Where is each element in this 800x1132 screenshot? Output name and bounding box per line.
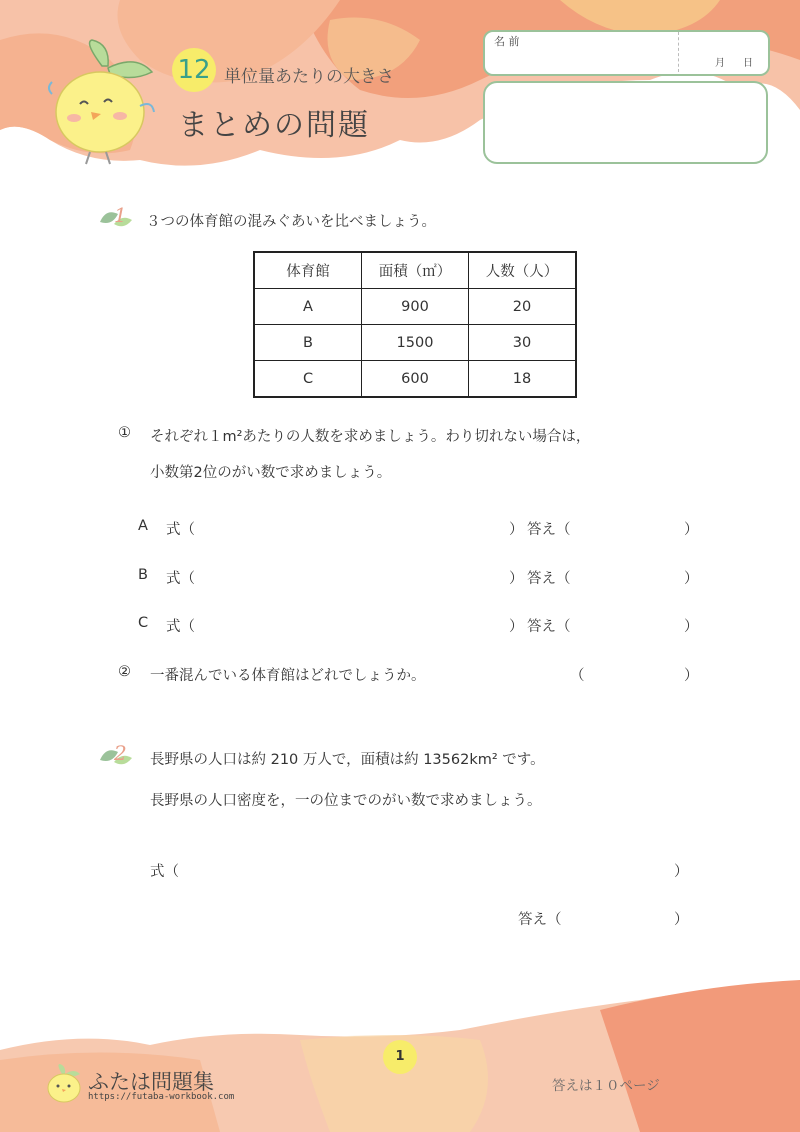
q2-answer-field[interactable]: 答え（ bbox=[518, 912, 562, 928]
table-cell: 600 bbox=[362, 361, 469, 398]
answer-close: ） bbox=[684, 619, 699, 635]
answer-field[interactable]: 答え（ bbox=[527, 522, 571, 538]
name-date-divider bbox=[678, 32, 679, 72]
answer-row-label: A bbox=[138, 518, 148, 534]
name-field[interactable] bbox=[483, 30, 770, 76]
answer-row-label: C bbox=[138, 615, 149, 631]
unit-number-badge: 12 bbox=[172, 48, 216, 92]
formula-close: ） bbox=[509, 571, 524, 587]
table-row bbox=[254, 289, 576, 325]
formula-field[interactable]: 式（ bbox=[166, 619, 195, 635]
header-people: 人数（人） bbox=[469, 252, 577, 289]
score-box[interactable] bbox=[483, 81, 768, 164]
page-number: 1 bbox=[383, 1040, 417, 1074]
formula-close: ） bbox=[509, 619, 524, 635]
answer-page-reference: 答えは１０ページ bbox=[552, 1078, 660, 1094]
formula-close: ） bbox=[509, 522, 524, 538]
answer-field[interactable]: 答え（ bbox=[527, 571, 571, 587]
table-cell: 18 bbox=[469, 361, 577, 398]
table-cell: 900 bbox=[362, 289, 469, 325]
unit-title: 単位量あたりの大きさ bbox=[224, 67, 394, 87]
sub-question-2-mark: ② bbox=[118, 664, 131, 680]
sub-question-1-mark: ① bbox=[118, 425, 131, 441]
gym-table bbox=[253, 251, 577, 398]
brand-url[interactable]: https://futaba-workbook.com bbox=[88, 1092, 235, 1102]
header-area: 面積（㎡） bbox=[362, 252, 469, 289]
name-label: 名 前 bbox=[494, 35, 520, 48]
table-cell: A bbox=[254, 289, 362, 325]
q2-formula-field[interactable]: 式（ bbox=[150, 864, 179, 880]
brand-chick-icon bbox=[44, 1062, 84, 1104]
sub-question-2-answer-field[interactable]: （ bbox=[570, 668, 585, 684]
sub-question-1-line2: 小数第2位のがい数で求めましょう。 bbox=[150, 465, 392, 481]
sub-question-2-text: 一番混んでいる体育館はどれでしょうか。 bbox=[150, 668, 426, 684]
day-label: 日 bbox=[743, 58, 753, 69]
table-cell: 30 bbox=[469, 325, 577, 361]
table-cell: 20 bbox=[469, 289, 577, 325]
question-1-number: 1 bbox=[114, 203, 127, 227]
q2-answer-close: ） bbox=[674, 912, 689, 928]
sub-question-1-line1: それぞれ１m²あたりの人数を求めましょう。わり切れない場合は， bbox=[150, 429, 591, 445]
sub-question-2-answer-close: ） bbox=[684, 668, 699, 684]
answer-close: ） bbox=[684, 522, 699, 538]
table-row bbox=[254, 361, 576, 398]
formula-field[interactable]: 式（ bbox=[166, 522, 195, 538]
answer-row-label: B bbox=[138, 567, 148, 583]
table-cell: C bbox=[254, 361, 362, 398]
q2-formula-close: ） bbox=[674, 864, 689, 880]
question-2-line1: 長野県の人口は約 210 万人で，面積は約 13562km² です。 bbox=[150, 752, 545, 768]
table-row bbox=[254, 325, 576, 361]
brand-name: ふたは問題集 bbox=[88, 1070, 214, 1094]
page-title: まとめの問題 bbox=[178, 108, 370, 143]
answer-close: ） bbox=[684, 571, 699, 587]
formula-field[interactable]: 式（ bbox=[166, 571, 195, 587]
table-cell: 1500 bbox=[362, 325, 469, 361]
month-label: 月 bbox=[715, 58, 725, 69]
answer-field[interactable]: 答え（ bbox=[527, 619, 571, 635]
table-header-row bbox=[254, 252, 576, 289]
question-2-line2: 長野県の人口密度を，一の位までのがい数で求めましょう。 bbox=[150, 793, 542, 809]
chick-mascot-icon bbox=[44, 36, 164, 168]
table-cell: B bbox=[254, 325, 362, 361]
question-2-number: 2 bbox=[114, 741, 127, 765]
header-gym: 体育館 bbox=[254, 252, 362, 289]
question-1-prompt: ３つの体育館の混みぐあいを比べましょう。 bbox=[146, 214, 436, 230]
